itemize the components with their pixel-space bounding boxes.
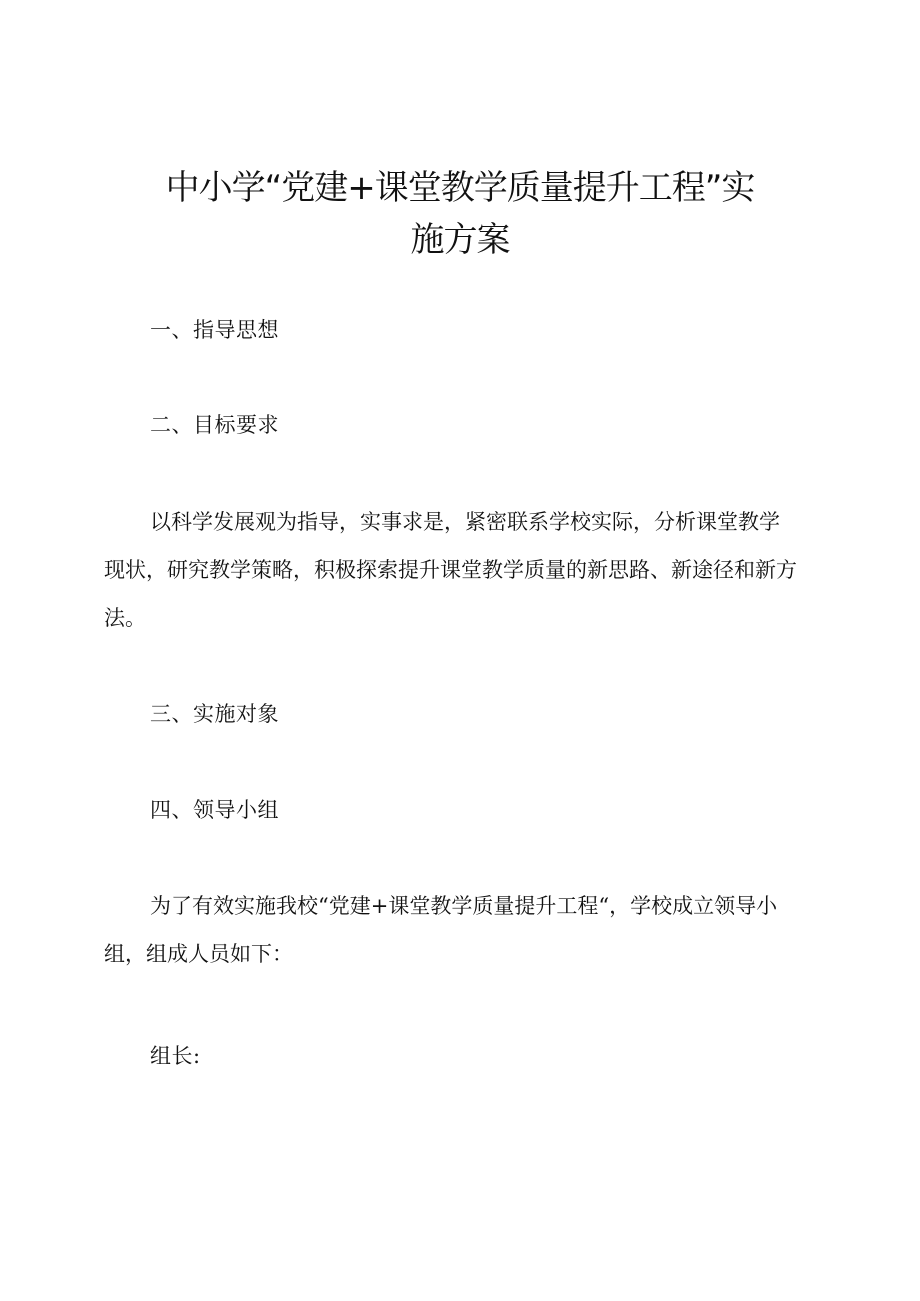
section-heading-leadership-group: 四、领导小组 [150,798,279,822]
group-leader-label: 组长: [150,1044,201,1068]
leadership-paragraph-line-2: 组，组成人员如下： [104,942,293,966]
leadership-paragraph-line-1: 为了有效实施我校“党建+课堂教学质量提升工程“，学校成立领导小 [150,894,778,918]
section-heading-targets: 三、实施对象 [150,702,279,726]
goals-paragraph-line-3: 法。 [104,606,146,630]
document-title-line-1: 中小学“党建+课堂教学质量提升工程”实 [165,168,755,208]
document-title-line-2: 施方案 [410,220,510,260]
goals-paragraph-line-2: 现状，研究教学策略，积极探索提升课堂教学质量的新思路、新途径和新方 [104,558,797,582]
section-heading-goals: 二、目标要求 [150,413,279,437]
goals-paragraph-line-1: 以科学发展观为指导，实事求是，紧密联系学校实际，分析课堂教学 [150,510,780,534]
section-heading-guiding-ideology: 一、指导思想 [150,318,279,342]
